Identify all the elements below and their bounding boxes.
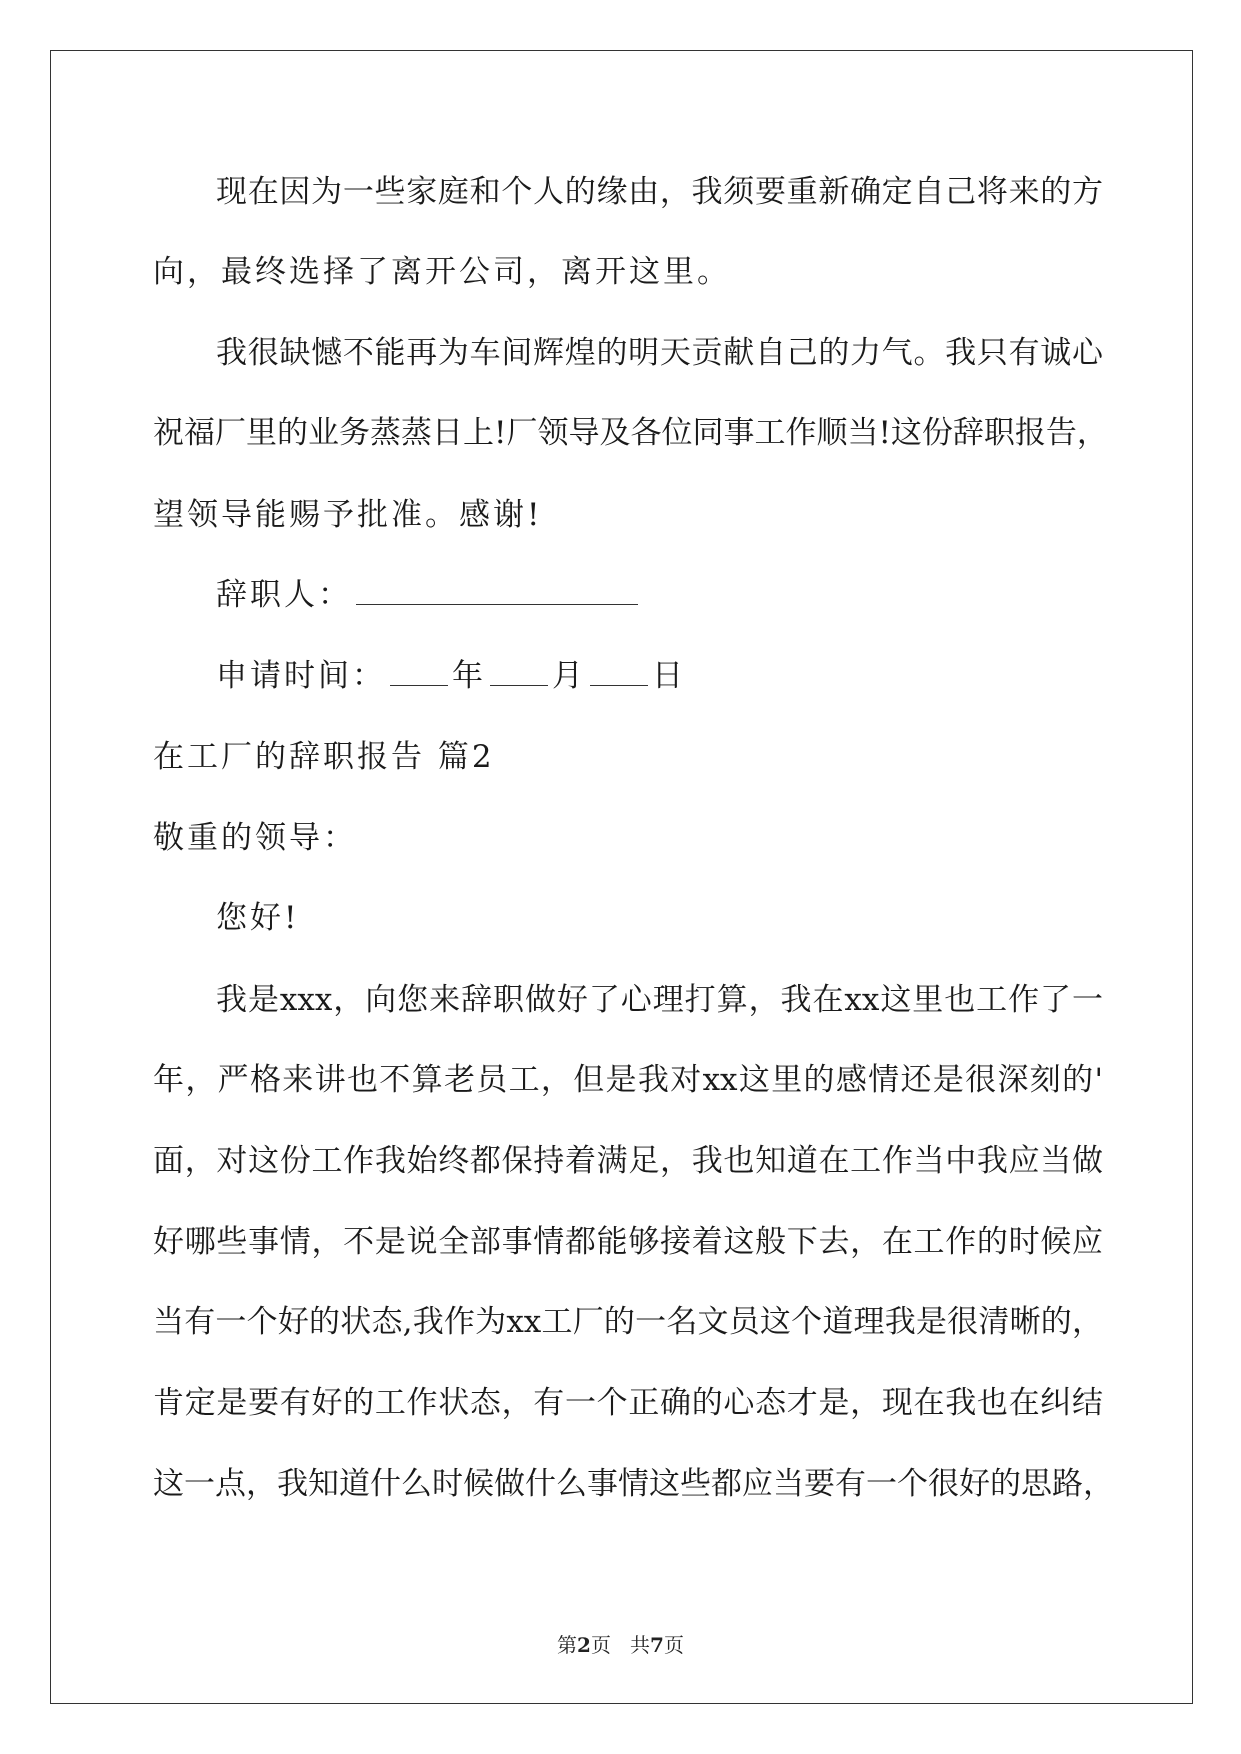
total-suffix: 页	[663, 1633, 684, 1657]
greeting: 您好!	[216, 900, 300, 936]
total-prefix: 共	[630, 1633, 651, 1657]
year-label: 年	[452, 658, 486, 694]
resigner-label: 辞职人：	[216, 577, 352, 613]
page-suffix: 页	[590, 1633, 611, 1657]
salutation: 敬重的领导：	[153, 820, 357, 856]
paragraph-3-line-2: 年，严格来讲也不算老员工，但是我对xx这里的感情还是很深刻的'	[153, 1062, 1103, 1098]
resigner-line	[216, 575, 638, 615]
year-blank	[390, 659, 448, 686]
paragraph-3-line-4: 好哪些事情，不是说全部事情都能够接着这般下去，在工作的时候应	[153, 1224, 1103, 1260]
section-title: 在工厂的辞职报告 篇2	[153, 739, 495, 775]
paragraph-3-line-1: 我是xxx，向您来辞职做好了心理打算，我在xx这里也工作了一	[216, 982, 1103, 1018]
paragraph-3-line-7: 这一点，我知道什么时候做什么事情这些都应当要有一个很好的思路，	[153, 1466, 1114, 1502]
paragraph-3-line-6: 肯定是要有好的工作状态，有一个正确的心态才是，现在我也在纠结	[153, 1385, 1103, 1421]
paragraph-2-line-3: 望领导能赐予批准。感谢!	[153, 497, 543, 533]
day-blank	[590, 659, 648, 686]
page-prefix: 第	[557, 1633, 578, 1657]
page-footer	[0, 1632, 1241, 1658]
month-label: 月	[552, 658, 586, 694]
page-number: 2	[577, 1633, 591, 1657]
paragraph-1-line-1: 现在因为一些家庭和个人的缘由，我须要重新确定自己将来的方	[216, 174, 1103, 210]
month-blank	[490, 659, 548, 686]
day-label: 日	[652, 658, 686, 694]
total-pages: 7	[650, 1633, 664, 1657]
paragraph-2-line-1: 我很缺憾不能再为车间辉煌的明天贡献自己的力气。我只有诚心	[216, 335, 1103, 371]
paragraph-1-line-2: 向，最终选择了离开公司，离开这里。	[153, 254, 731, 290]
resigner-blank	[356, 578, 638, 605]
date-label: 申请时间：	[216, 658, 386, 694]
page-frame	[50, 50, 1193, 1704]
paragraph-3-line-5: 当有一个好的状态,我作为xx工厂的一名文员这个道理我是很清晰的，	[153, 1304, 1103, 1340]
application-date-line	[216, 656, 686, 696]
paragraph-3-line-3: 面，对这份工作我始终都保持着满足，我也知道在工作当中我应当做	[153, 1143, 1103, 1179]
paragraph-2-line-2: 祝福厂里的业务蒸蒸日上!厂领导及各位同事工作顺当!这份辞职报告，	[153, 415, 1108, 451]
